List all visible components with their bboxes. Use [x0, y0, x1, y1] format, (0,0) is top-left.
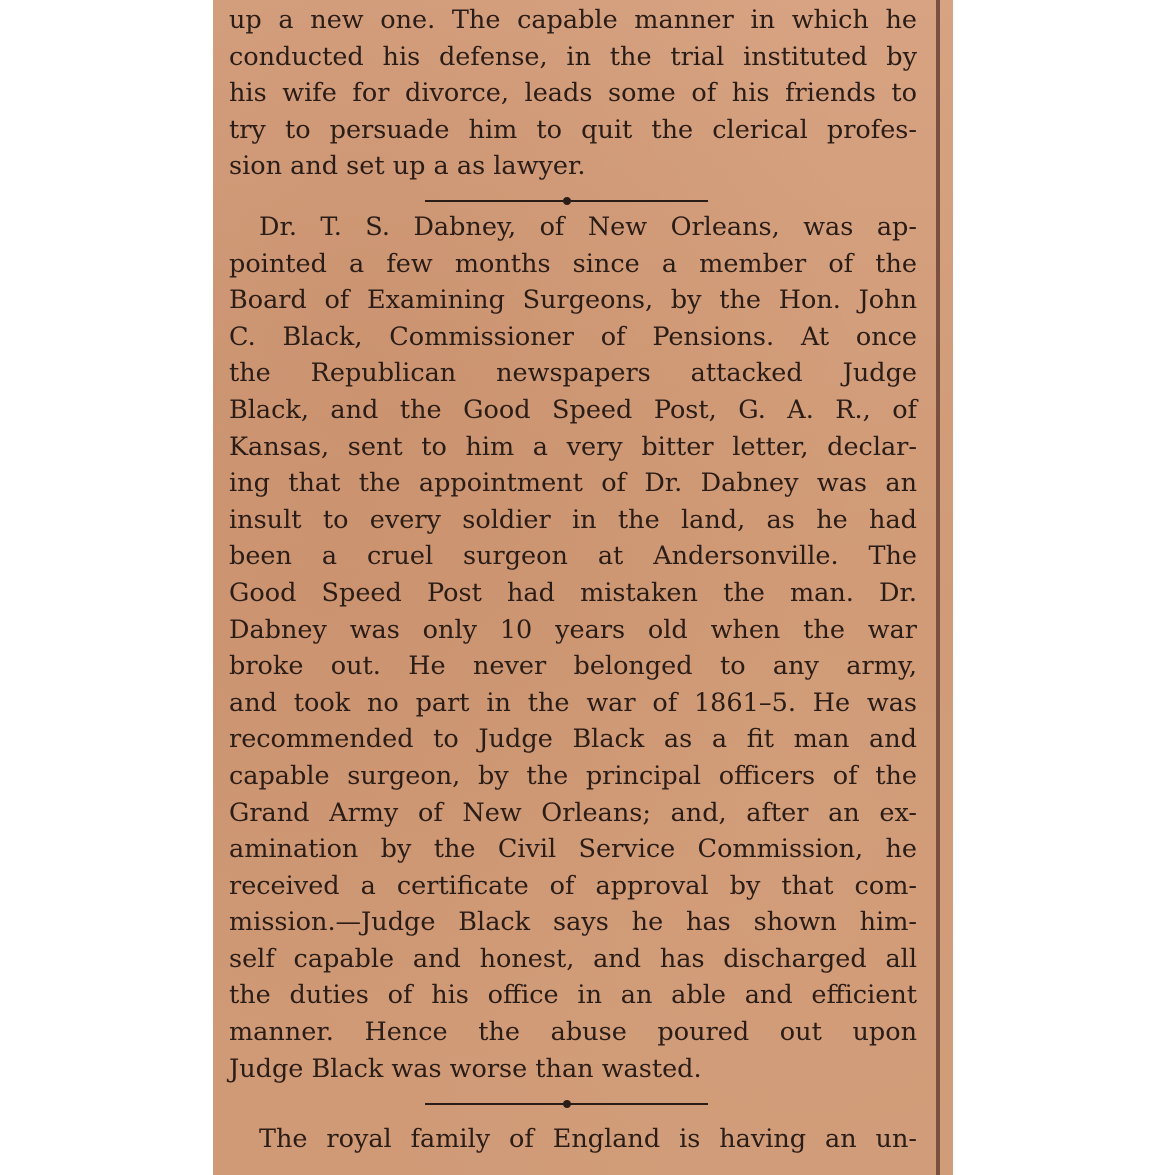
text-line: his wife for divorce, leads some of his friends to — [229, 78, 917, 109]
text-line: pointed a few months since a member of the — [229, 248, 917, 279]
text-line: self capable and honest, and has discharged all — [229, 943, 917, 974]
text-line: C. Black, Commissioner of Pensions. At once — [229, 321, 917, 352]
text-line: ing that the appointment of Dr. Dabney was an — [229, 468, 917, 499]
clipping-edge — [936, 0, 940, 1175]
text-line: insult to every soldier in the land, as he had — [229, 504, 917, 535]
text-line: been a cruel surgeon at Andersonville. The — [229, 541, 917, 572]
text-line: sion and set up a as lawyer. — [229, 151, 586, 182]
newspaper-clipping — [213, 0, 953, 1175]
text-line: Kansas, sent to him a very bitter letter, declar- — [229, 431, 917, 462]
text-line: manner. Hence the abuse poured out upon — [229, 1017, 917, 1048]
text-line: The royal family of England is having an un- — [259, 1124, 917, 1154]
text-line: Grand Army of New Orleans; and, after an ex- — [229, 797, 917, 828]
text-line: and took no part in the war of 1861–5. He was — [229, 687, 917, 718]
divider-dot-icon — [563, 1100, 571, 1108]
text-line: conducted his defense, in the trial instituted by — [229, 41, 917, 72]
text-line: capable surgeon, by the principal officers of the — [229, 760, 917, 791]
text-line: the Republican newspapers attacked Judge — [229, 358, 917, 389]
section-divider — [425, 200, 708, 202]
section-divider — [425, 1103, 708, 1105]
text-line: Black, and the Good Speed Post, G. A. R., of — [229, 394, 917, 425]
text-line: Dr. T. S. Dabney, of New Orleans, was ap- — [259, 212, 917, 242]
text-line: recommended to Judge Black as a fit man and — [229, 724, 917, 755]
text-line: broke out. He never belonged to any army, — [229, 651, 917, 682]
text-line: Dabney was only 10 years old when the war — [229, 614, 917, 645]
text-line: Board of Examining Surgeons, by the Hon. John — [229, 285, 917, 316]
text-line: amination by the Civil Service Commission, he — [229, 834, 917, 865]
text-line: up a new one. The capable manner in which he — [229, 5, 917, 35]
text-line: received a certificate of approval by that com- — [229, 870, 917, 901]
paragraph-divorce-defense — [229, 2, 917, 185]
text-line: mission.—Judge Black says he has shown him- — [229, 907, 917, 938]
text-line: Judge Black was worse than wasted. — [229, 1053, 702, 1084]
paragraph-royal-family — [229, 1121, 917, 1158]
text-line: Good Speed Post had mistaken the man. Dr. — [229, 577, 917, 608]
text-line: try to persuade him to quit the clerical profes- — [229, 114, 917, 145]
divider-dot-icon — [563, 197, 571, 205]
paragraph-dabney — [229, 209, 917, 1087]
text-line: the duties of his office in an able and efficient — [229, 980, 917, 1011]
